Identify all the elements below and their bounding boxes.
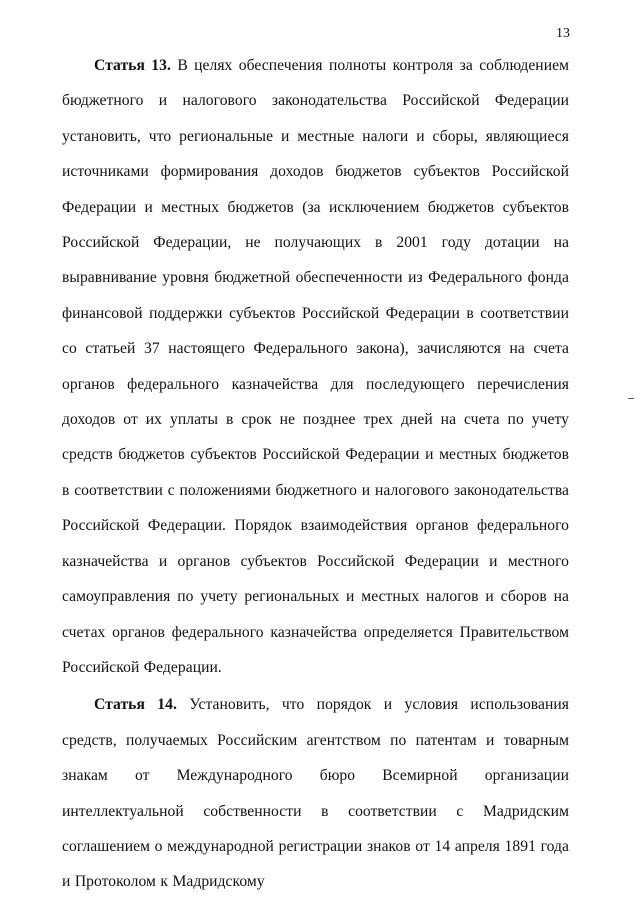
article-13-text: В целях обеспечения полноты контроля за соблюдением бюджетного и налогового законодательства Российской Федерации установить, что региональные и местные налоги и сборы, являющиеся источниками формирования доходов бюджетов субъектов Российской Федерации и местных бюджетов (за исключением бюджетов субъектов Российской Федерации, не получающих в 2001 году дотации на выравнивание уровня бюджетной обеспеченности из Федерального фонда финансовой поддержки субъектов Российской Федерации в соответствии со статьей 37 настоящего Федерального закона), зачисляются на счета органов федерального казначейства для последующего перечисления доходов от их уплаты в срок не позднее трех дней на счета по учету средств бюджетов субъектов Российской Федерации и местных бюджетов в соответствии с положениями бюджетного и налогового законодательства Российской Федерации. Порядок взаимодействия органов федерального казначейства и органов субъектов Российской Федерации и местного самоуправления по учету региональных и местных налогов и сборов на счетах органов федерального казначейства определяется Правительством Российской Федерации. — [62, 57, 569, 676]
article-13-paragraph — [62, 48, 569, 685]
article-13-heading: Статья 13. — [94, 57, 171, 74]
document-body — [62, 48, 569, 901]
article-14-text: Установить, что порядок и условия использования средств, получаемых Российским агентством по патентам и товарным знакам от Международного бюро Всемирной организации интеллектуальной собственности в соответствии с Мадридским соглашением о международной регистрации знаков от 14 апреля 1891 года и Протоколом к Мадридскому — [62, 696, 569, 891]
article-14-heading: Статья 14. — [94, 696, 177, 714]
scan-margin-mark — [628, 398, 634, 399]
page-number: 13 — [556, 26, 570, 41]
article-14-paragraph — [62, 687, 569, 899]
